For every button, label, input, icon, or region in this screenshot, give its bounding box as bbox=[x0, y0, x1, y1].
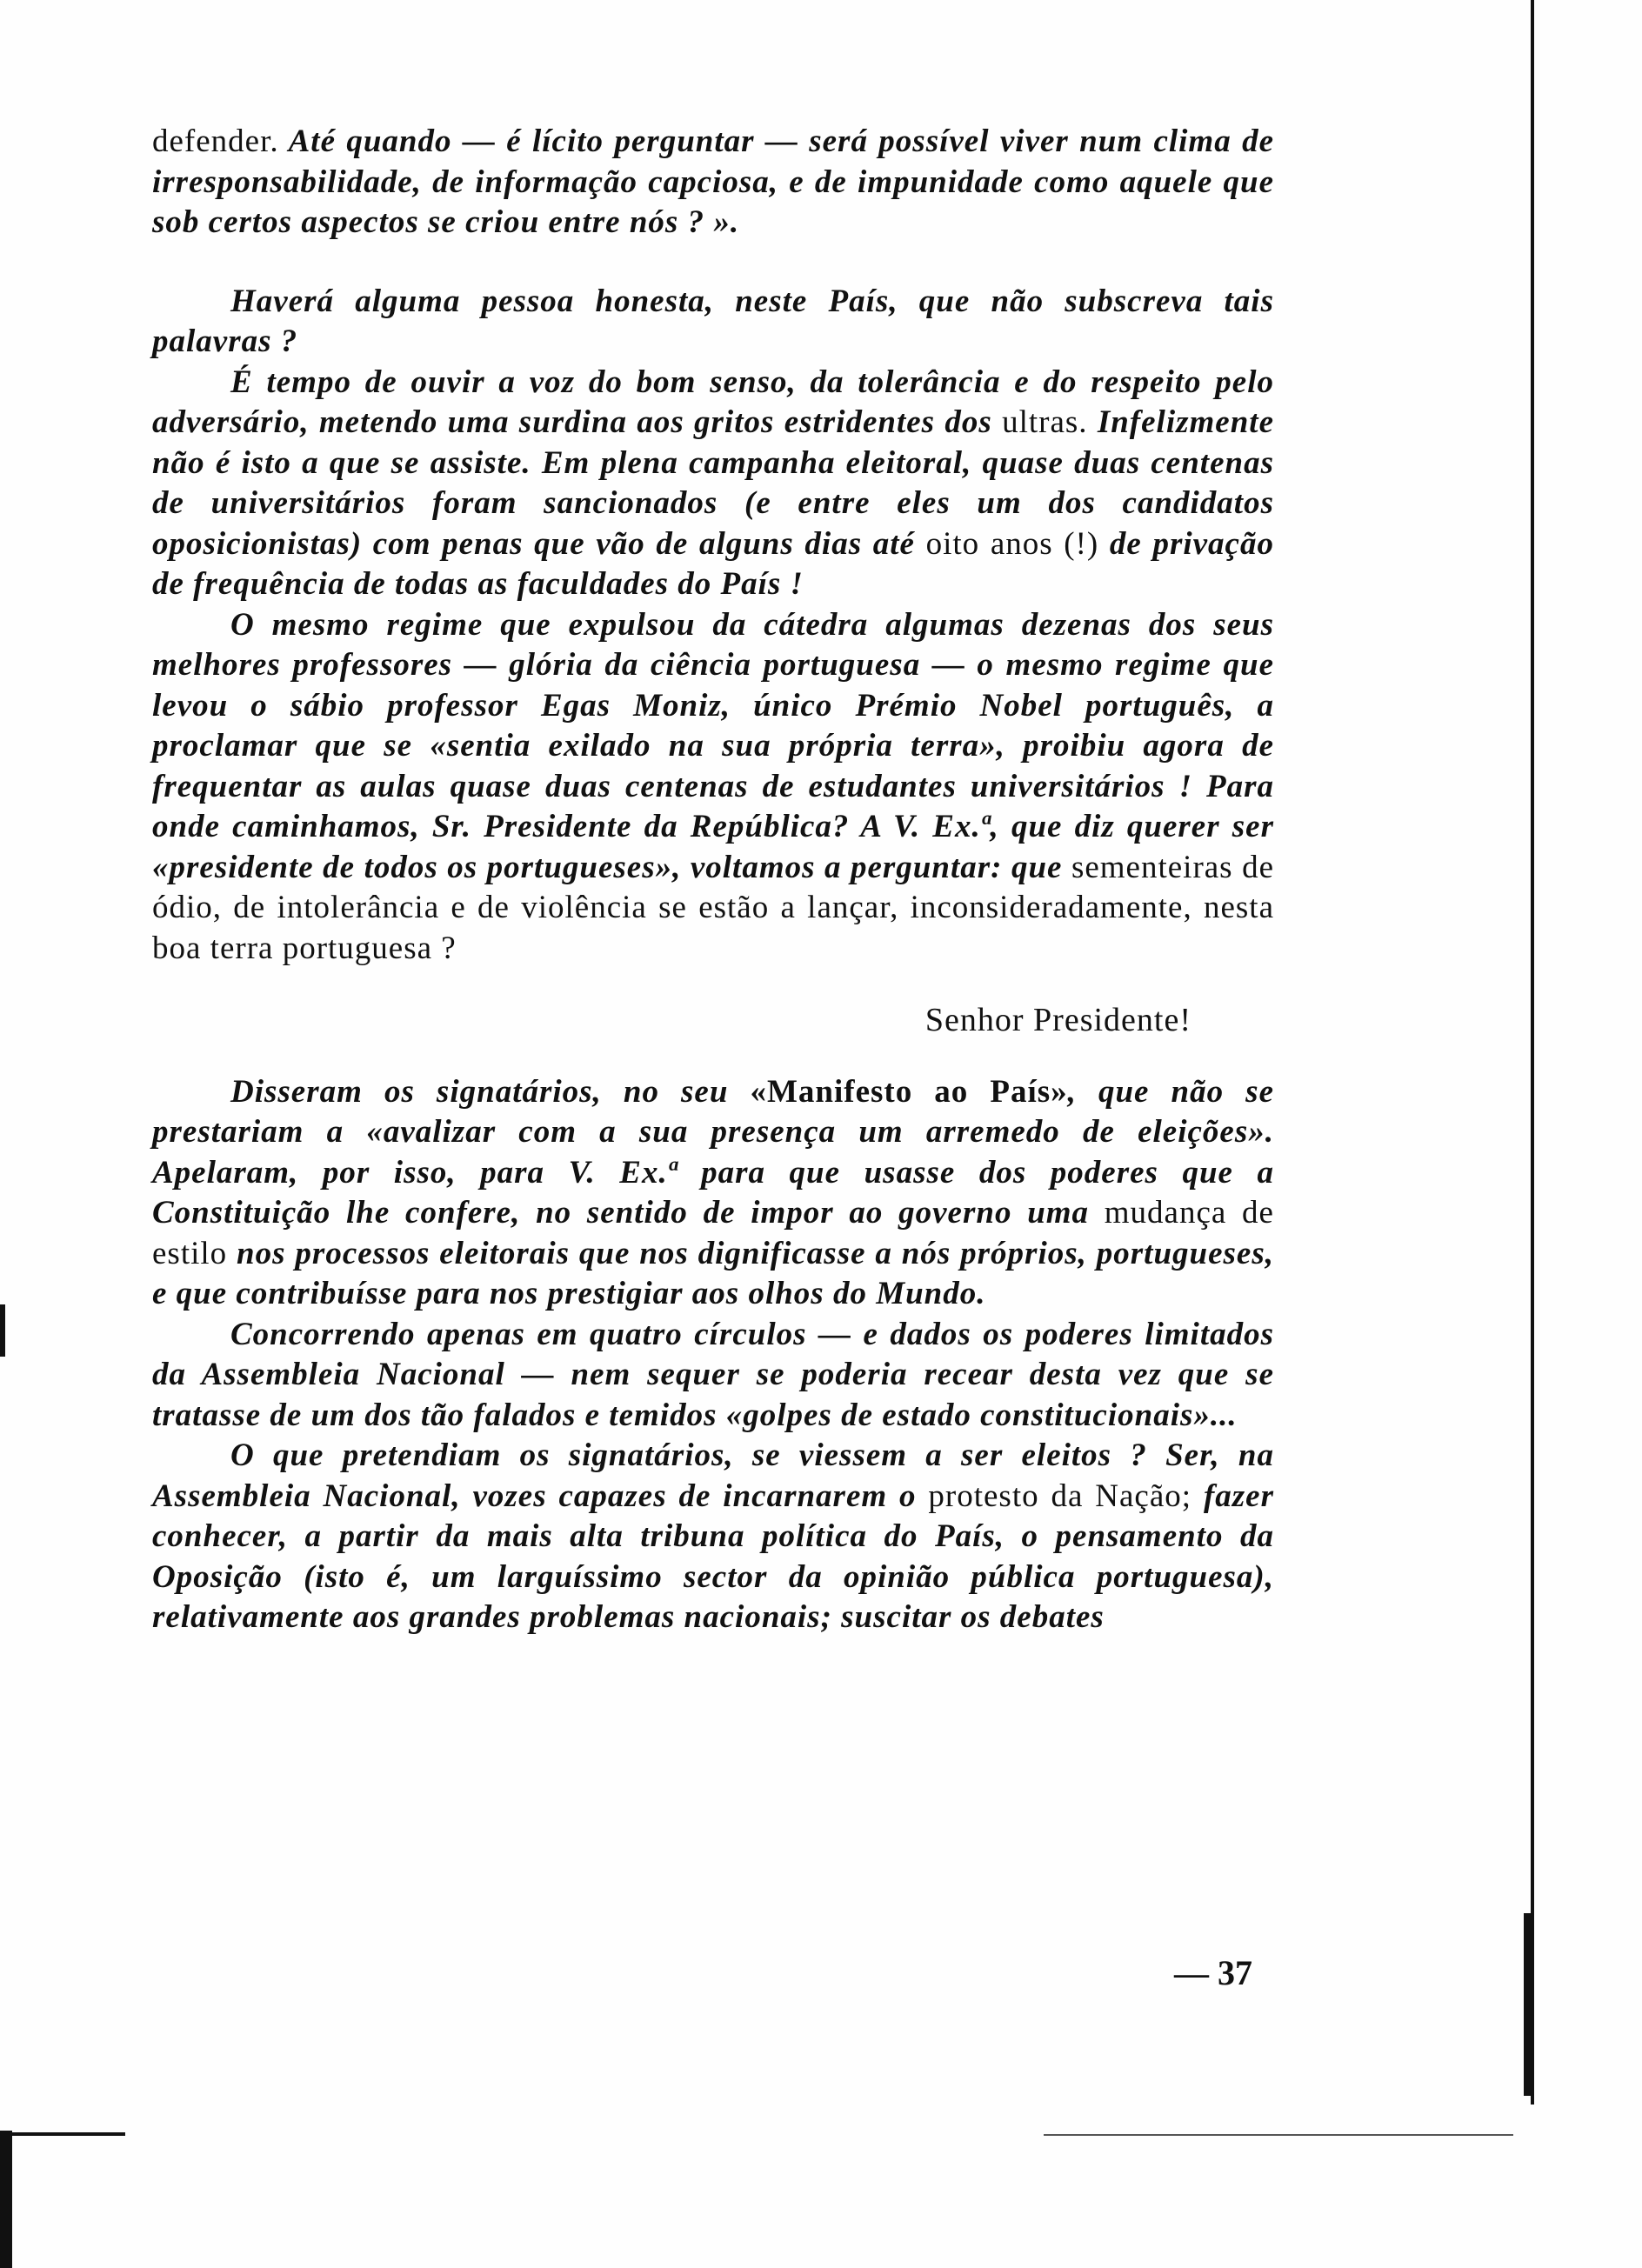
scan-edge-bottom-line bbox=[1044, 2134, 1513, 2136]
paragraph-1 bbox=[152, 122, 1274, 243]
paragraph-5-roman: mudança de estilo bbox=[152, 1195, 1274, 1271]
scan-edge-bottom-curve bbox=[12, 2132, 125, 2136]
paragraph-2: Haverá alguma pessoa honesta, neste País, que não subscreva tais palavras ? bbox=[152, 283, 1274, 359]
scan-edge-left-top bbox=[0, 1304, 5, 1357]
paragraph-6: Concorrendo apenas em quatro círculos — e dados os poderes limitados da Assembleia Nacional — nem sequer se poderia recear desta vez que se tratasse de um dos tão falados e temidos «golpes de estado constitucionais»... bbox=[152, 1316, 1274, 1433]
paragraph-3-roman1: ultras. bbox=[1002, 404, 1088, 440]
paragraph-5-part1: Disseram os signatários, no seu bbox=[230, 1073, 751, 1110]
scan-edge-right-line bbox=[1531, 0, 1534, 2105]
paragraph-3-roman2: oito anos (!) bbox=[925, 525, 1099, 562]
salutation-heading: Senhor Presidente! bbox=[924, 1002, 1191, 1038]
scan-edge-left-bottom bbox=[0, 2131, 12, 2268]
paragraph-7 bbox=[152, 1436, 1274, 1638]
paragraph-4-part1: O mesmo regime que expulsou da cátedra algumas dezenas dos seus melhores professores — glória da ciência portuguesa — o mesmo regime que levou o sábio professor Egas Moniz, único Prémio Nobel português, a proclamar que se «sentia exilado na sua própria terra», proibiu agora de frequentar as aulas quase duas centenas de estudantes universitários ! Para onde caminhamos, Sr. Presidente da República? A V. Ex.ª, que diz querer ser «presidente de todos os portugueses», voltamos a perguntar: que bbox=[152, 606, 1274, 885]
scan-edge-right-binding bbox=[1524, 1913, 1532, 2096]
paragraph-7-roman: protesto da Nação; bbox=[928, 1478, 1192, 1514]
paragraph-1-roman-start: defender. bbox=[152, 123, 279, 159]
paragraph-7-part1: O que pretendiam os signatários, se viessem a ser eleitos ? Ser, na Assembleia Nacional, vozes capazes de incarnarem o bbox=[152, 1438, 1274, 1514]
paragraph-5-part2: , que não se prestariam a «avalizar com a sua presença um arremedo de eleições». Apelaram, por isso, para V. Ex.ª para que usasse dos poderes que a Constituição lhe confere, no sentido de impor ao governo uma bbox=[152, 1073, 1275, 1231]
paragraph-3-part2: Infelizmente não é isto a que se assiste. Em plena campanha eleitoral, quase duas centenas de universitários foram sancionados (e entre eles um dos candidatos oposicionistas) com penas que vão de alguns dias até bbox=[152, 404, 1274, 562]
paragraph-5 bbox=[152, 1072, 1274, 1315]
body-text bbox=[152, 122, 1274, 1638]
paragraph-4-roman: sementeiras de ódio, de intolerância e de violência se estão a lançar, inconsideradamente, nesta boa terra portuguesa ? bbox=[152, 849, 1274, 966]
paragraph-1-italic: Até quando — é lícito perguntar — será possível viver num clima de irresponsabilidade, de informação capciosa, e de impunidade como aquele que sob certos aspectos se criou entre nós ? ». bbox=[152, 123, 1274, 240]
paragraph-3 bbox=[152, 363, 1274, 605]
paragraph-3-part3: de privação de frequência de todas as faculdades do País ! bbox=[152, 525, 1274, 602]
paragraph-7-part2: fazer conhecer, a partir da mais alta tribuna política do País, o pensamento da Oposição (isto é, um larguíssimo sector da opinião pública portuguesa), relativamente aos grandes problemas nacionais; suscitar os debates bbox=[152, 1478, 1274, 1635]
page-number: — 37 bbox=[1174, 1953, 1252, 1992]
paragraph-4 bbox=[152, 605, 1274, 970]
manifesto-title: «Manifesto ao País» bbox=[750, 1073, 1068, 1110]
paragraph-5-part3: nos processos eleitorais que nos dignificasse a nós próprios, portugueses, e que contribuísse para nos prestigiar aos olhos do Mundo. bbox=[152, 1235, 1274, 1311]
paragraph-3-part1: É tempo de ouvir a voz do bom senso, da tolerância e do respeito pelo adversário, metendo uma surdina aos gritos estridentes dos bbox=[152, 364, 1274, 440]
